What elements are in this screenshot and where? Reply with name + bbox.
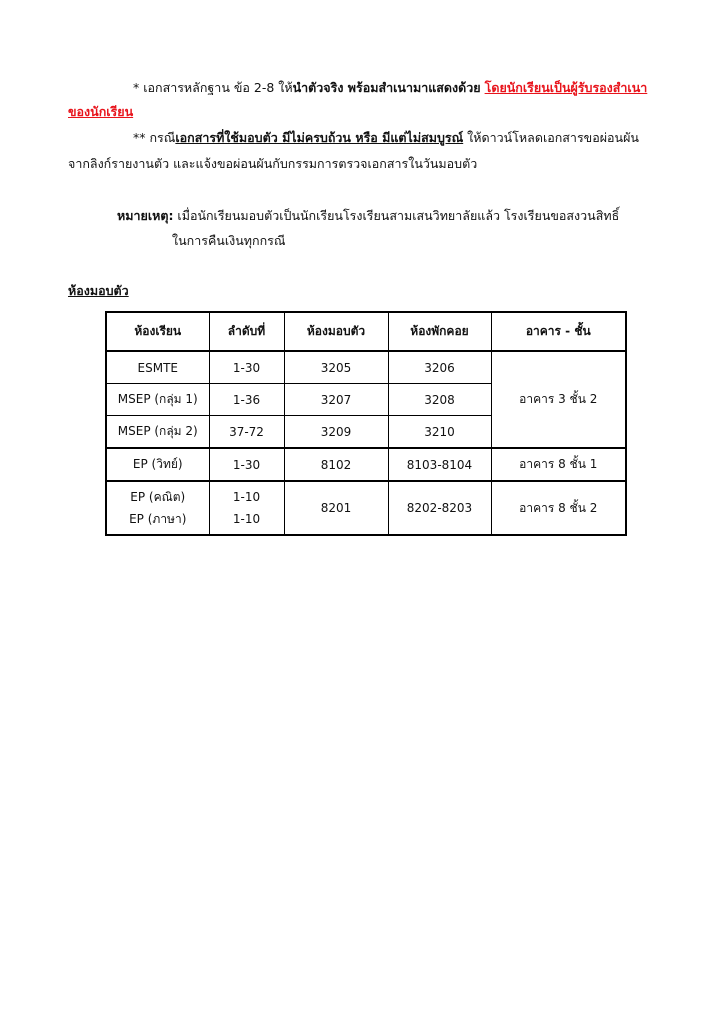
rooms-table-wrapper bbox=[105, 311, 627, 536]
cell-wait-room: 3208 bbox=[388, 384, 491, 416]
cell-report-room: 8102 bbox=[284, 448, 388, 481]
cell-class: ESMTE bbox=[106, 351, 209, 384]
cell-order: 1-30 bbox=[209, 351, 284, 384]
note-1-red-part-2: ของนักเรียน bbox=[68, 104, 134, 119]
note-2-suffix: ให้ดาวน์โหลดเอกสารขอผ่อนผัน bbox=[463, 130, 639, 145]
cell-order-b: 1-10 bbox=[232, 512, 261, 526]
table-row bbox=[106, 481, 626, 535]
cell-building-group-3: อาคาร 8 ชั้น 2 bbox=[491, 481, 626, 535]
cell-building-group-1: อาคาร 3 ชั้น 2 bbox=[491, 351, 626, 448]
cell-building-group-2: อาคาร 8 ชั้น 1 bbox=[491, 448, 626, 481]
cell-order: 1-36 bbox=[209, 384, 284, 416]
cell-report-room: 3205 bbox=[284, 351, 388, 384]
table-row bbox=[106, 448, 626, 481]
cell-order-stack bbox=[209, 481, 284, 535]
cell-report-room: 3209 bbox=[284, 416, 388, 449]
header-wait-room: ห้องพักคอย bbox=[388, 312, 491, 351]
cell-order-a: 1-10 bbox=[232, 490, 261, 504]
cell-class: EP (วิทย์) bbox=[106, 448, 209, 481]
cell-wait-room: 8103-8104 bbox=[388, 448, 491, 481]
remark-label: หมายเหตุ: bbox=[117, 208, 174, 223]
header-building: อาคาร - ชั้น bbox=[491, 312, 626, 351]
cell-class: MSEP (กลุ่ม 1) bbox=[106, 384, 209, 416]
note-1-bold: นำตัวจริง พร้อมสำเนามาแสดงด้วย bbox=[292, 80, 481, 95]
section-title: ห้องมอบตัว bbox=[68, 283, 129, 298]
note-2-prefix: ** กรณี bbox=[133, 130, 176, 145]
note-1-line-1 bbox=[133, 79, 647, 97]
cell-class-stack bbox=[106, 481, 209, 535]
header-order: ลำดับที่ bbox=[209, 312, 284, 351]
table-row bbox=[106, 351, 626, 384]
remark-line-1 bbox=[117, 207, 619, 225]
cell-order: 1-30 bbox=[209, 448, 284, 481]
table-header-row bbox=[106, 312, 626, 351]
cell-wait-room: 3206 bbox=[388, 351, 491, 384]
cell-class: MSEP (กลุ่ม 2) bbox=[106, 416, 209, 449]
cell-class-b: EP (ภาษา) bbox=[129, 512, 187, 526]
note-2-bold: เอกสารที่ใช้มอบตัว มีไม่ครบถ้วน หรือ มีแต่ไม่สมบูรณ์ bbox=[175, 130, 464, 145]
header-class: ห้องเรียน bbox=[106, 312, 209, 351]
cell-report-room: 3207 bbox=[284, 384, 388, 416]
cell-wait-room: 3210 bbox=[388, 416, 491, 449]
note-1-prefix: * เอกสารหลักฐาน ข้อ 2-8 ให้ bbox=[133, 80, 293, 95]
rooms-table bbox=[105, 311, 627, 536]
cell-class-a: EP (คณิต) bbox=[130, 490, 186, 504]
cell-order: 37-72 bbox=[209, 416, 284, 449]
header-report-room: ห้องมอบตัว bbox=[284, 312, 388, 351]
note-2-line-1 bbox=[133, 129, 639, 147]
note-2-line-2: จากลิงก์รายงานตัว และแจ้งขอผ่อนผันกับกรรมการตรวจเอกสารในวันมอบตัว bbox=[68, 156, 478, 171]
remark-text-2: ในการคืนเงินทุกกรณี bbox=[172, 233, 286, 248]
cell-report-room: 8201 bbox=[284, 481, 388, 535]
remark-text-1: เมื่อนักเรียนมอบตัวเป็นนักเรียนโรงเรียนสามเสนวิทยาลัยแล้ว โรงเรียนขอสงวนสิทธิ์ bbox=[173, 208, 620, 223]
note-1-red-part-1: โดยนักเรียนเป็นผู้รับรองสำเนา bbox=[484, 80, 648, 95]
cell-wait-room: 8202-8203 bbox=[388, 481, 491, 535]
